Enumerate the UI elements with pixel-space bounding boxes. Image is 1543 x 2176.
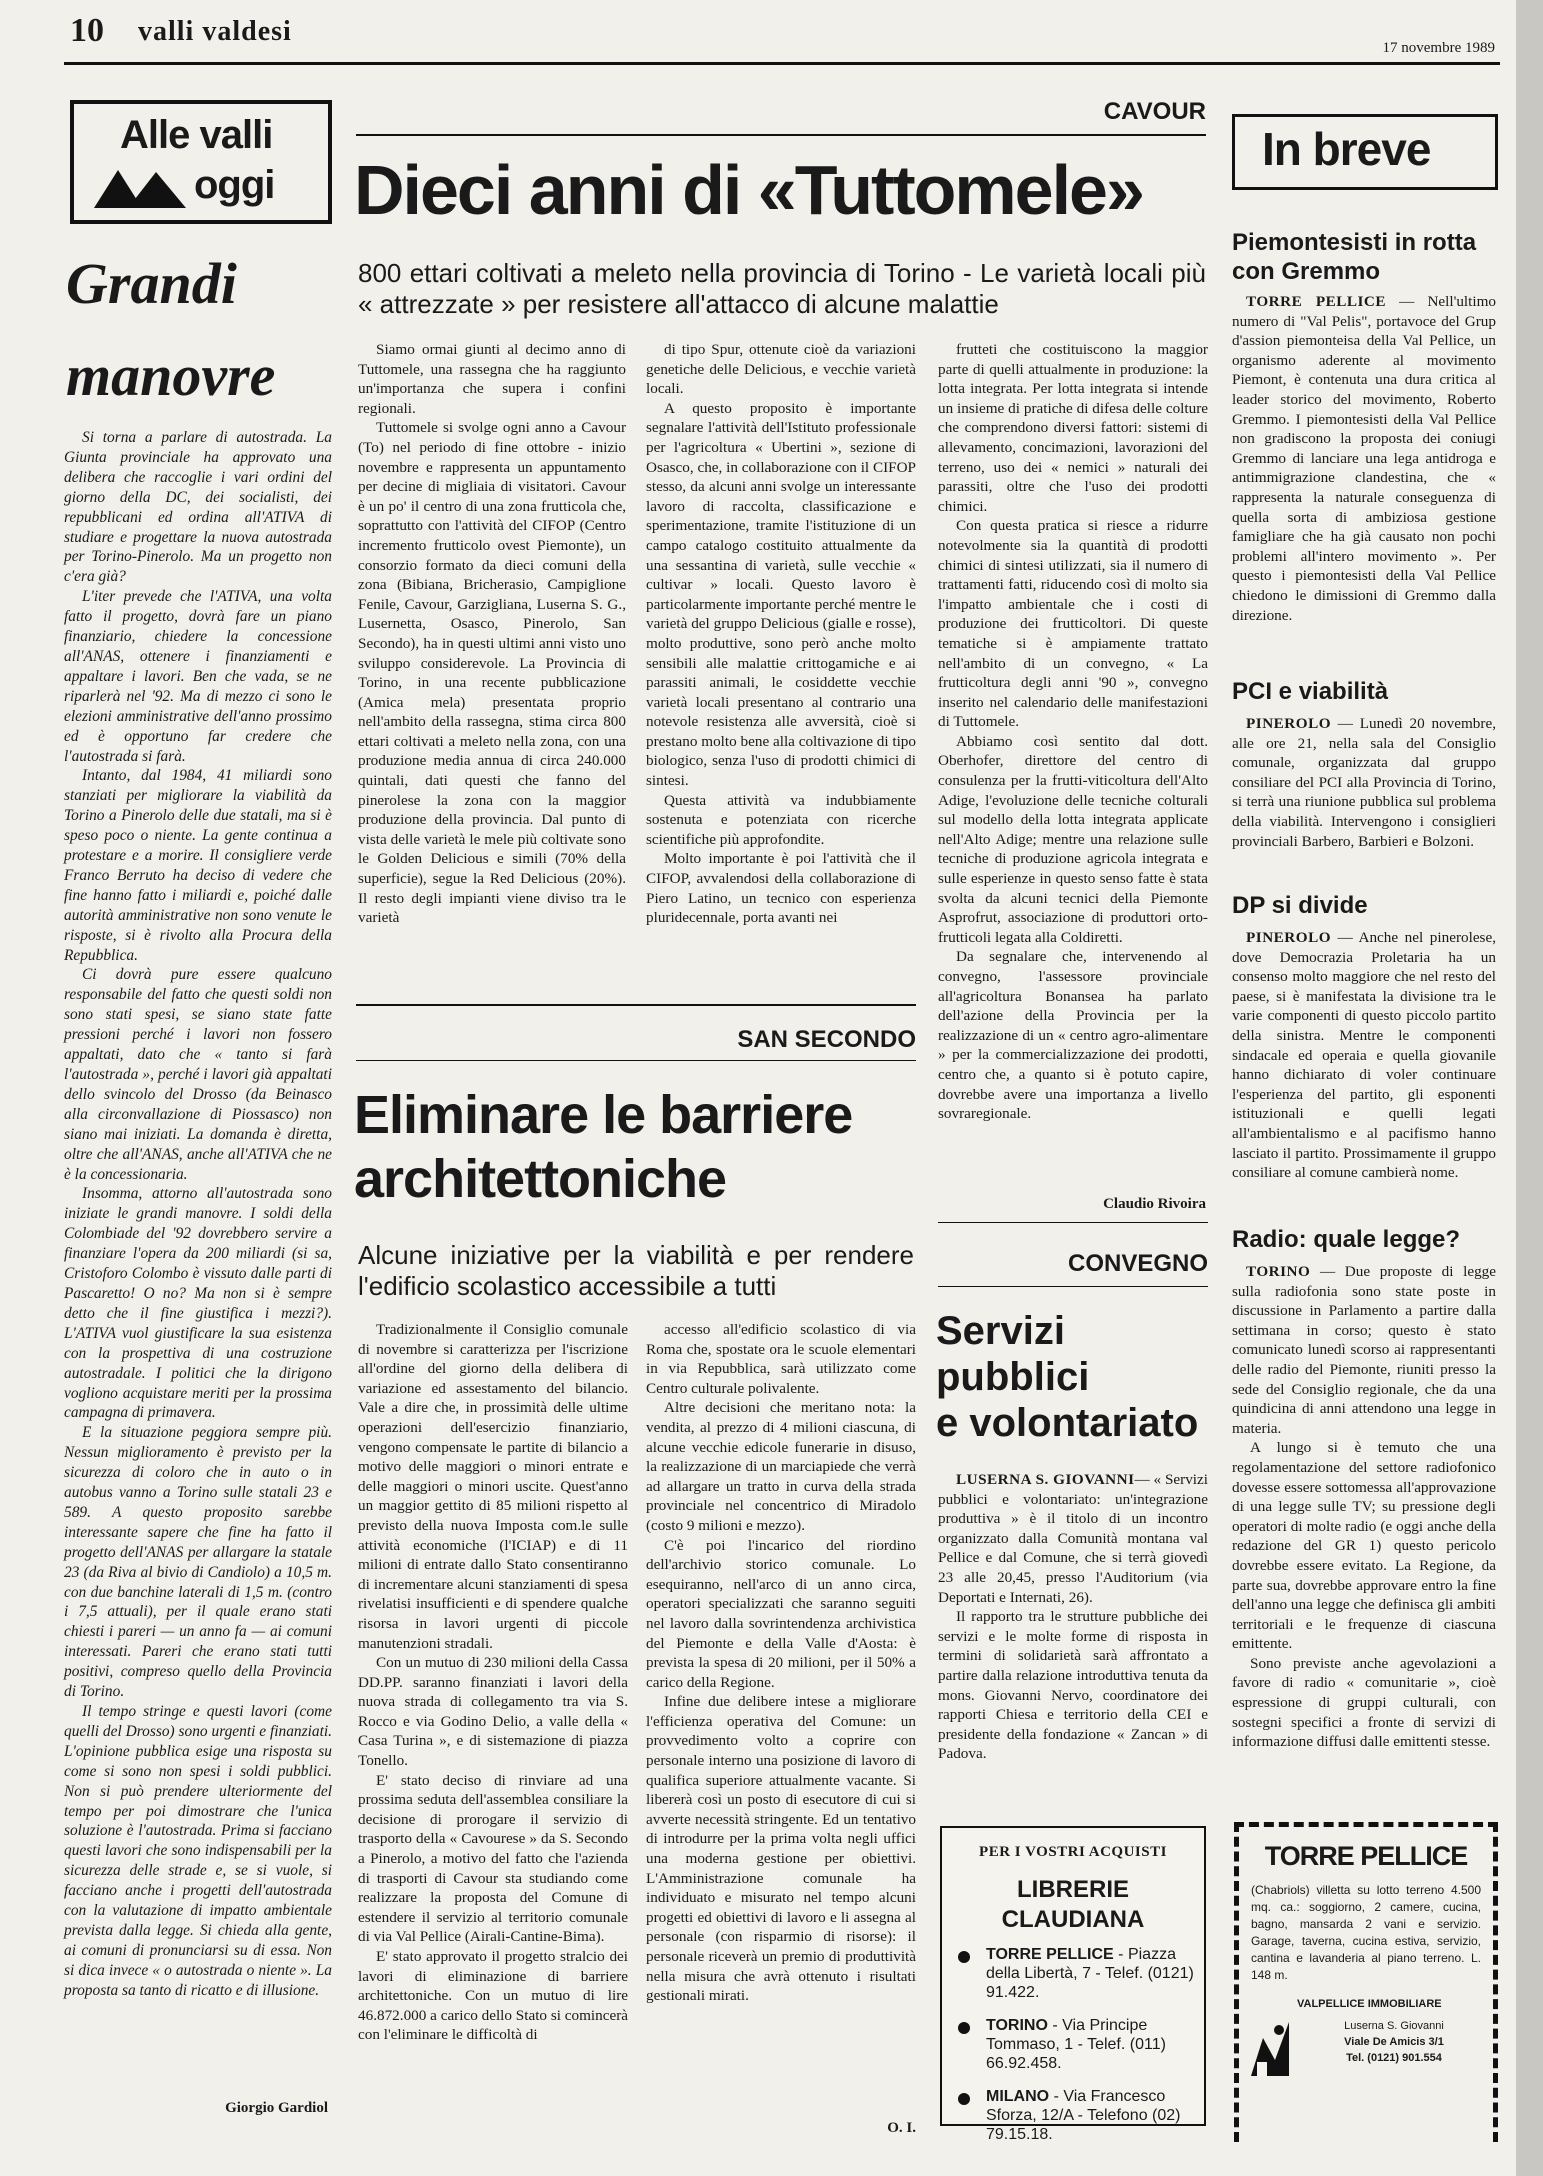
dateline: TORRE PELLICE [1246,293,1387,310]
ad-description: (Chabriols) villetta su lotto terreno 4.500 mq. ca.: soggiorno, 2 camere, cucina, bagno, mansarda 2 vani e servizio. Garage, taverna, cucina estiva, servizio, cantina e lavanderia al piano terreno. L. 148 m. [1251,1883,1481,1982]
ad-border [1234,1822,1498,1827]
mountains-icon [94,168,192,208]
paragraph [1232,714,1496,851]
paragraph [938,1470,1208,1607]
paragraph: di tipo Spur, ottenute cioè da variazioni genetiche delle Delicious, e vecchie varietà locali. [646,341,916,398]
tuttomele-column-1 [358,340,626,928]
paragraph: Tradizionalmente il Consiglio comunale di novembre si caratterizza per l'iscrizione all'ordine del giorno della delibera di variazione ed assestamento del bilancio. Vale a dire che, in prossimità delle ultime operazioni dell'esercizio finanziario, vengono compensate le partite di bilancio a motivo delle maggiori o minori entrate e delle maggiori o minori uscite. Quest'anno un maggior gettito di 85 milioni rispetto al previsto della nuova Imposta com.le sulle attività economiche (l'ICIAP) e di 11 milioni di entrate dallo Stato consentiranno di incrementare alcuni stanziamenti di spesa rivelatisi insufficienti e di spendere qualche risorsa in lavori urgenti di piccole manutenzioni stradali. [358,1321,628,1652]
barriere-kicker: SAN SECONDO [737,1026,916,1053]
section-rule [356,1060,916,1061]
grandi-title-line1: Grandi [66,251,237,316]
dateline: PINEROLO [1246,929,1332,946]
text: — Anche nel pinerolese, dove Democrazia Proletaria ha un consenso molto maggiore che nel resto del paese, si è manifestata la divisione tra le varie componenti di questo piccolo partito della sinistra. Mentre le componenti sindacale ed operaia e quella giovanile hanno dichiarato di voler continuare l'esperienza del partito, gli esponenti istituzionali e quelli legati all'ambientalismo e al pacifismo hanno lasciato il partito. Prossimamente il gruppo consiliare al comune cambierà nome. [1232,929,1497,1182]
store-city: TORINO [986,2017,1048,2034]
ad-agency-block [1249,1998,1483,2098]
agency-logo-icon [1249,2016,1291,2086]
section-rule [938,1286,1208,1287]
text: — Due proposte di legge sulla radiofonia sono state poste in discussione in Parlamento a partire dalla settimana in corso; questo è stato comunicato lunedì scorso ai rappresentanti delle radio del Piemonte, riuniti presso la sede del Consiglio regionale, che da una quindicina di anni attendono una legge in materia. [1232,1263,1497,1437]
paragraph: Intanto, dal 1984, 41 miliardi sono stanziati per migliorare la viabilità da Torino a Pinerolo delle due statali, ma si è speso poco o niente. La gente continua a protestare e a morire. Il consigliere verde Franco Berruto ha deciso di vedere che fine hanno fatto i miliardi e, poiché dalle autorità amministrative non sono venute le risposte, si è rivolto alla Procura della Repubblica. [64,767,332,964]
agency-address-1: Luserna S. Giovanni [1344,2020,1444,2032]
section-rule [356,134,1206,136]
paragraph: Questa attività va indubbiamente sostenuta e potenziata con ricerche scientifiche più approfondite. [646,791,916,848]
paragraph [1232,928,1496,1183]
tuttomele-subtitle: 800 ettari coltivati a meleto nella provincia di Torino - Le varietà locali più « attrezzate » per resistere all'attacco di alcune malattie [358,258,1206,319]
section-rule [356,1004,916,1006]
page-number: 10 [70,12,104,49]
store-item [952,2087,1194,2144]
real-estate-advertisement [1234,1822,1498,2142]
brief-body [1232,292,1496,625]
barriere-headline-line1: Eliminare le barriere [354,1085,853,1145]
paragraph: Altre decisioni che meritano nota: la vendita, al prezzo di 4 milioni ciascuna, di alcune vecchie edicole funerarie in disuso, la realizzazione di un marciapiede che verrà ad allargare un tratto in curva della strada provinciale nel concentrico di Miradolo (costo 9 milioni e mezzo). [646,1399,916,1534]
brief-body [1232,1262,1496,1752]
paragraph [1232,292,1496,625]
text: — Lunedì 20 novembre, alle ore 21, nella sala del Consiglio comunale, organizzata dal gruppo consiliare del PCI alla Provincia di Torino, si terrà una riunione pubblica sul problema della viabilità. Intervengono i consiglieri provinciali Barbero, Barbieri e Bolzoni. [1232,715,1496,850]
paragraph: frutteti che costituiscono la maggior parte di quelli attualmente in produzione: la lotta integrata. Per lotta integrata si intende un insieme di pratiche di difesa delle colture che comprendono diversi fattori: sistemi di allevamento, concimazioni, lavorazioni del terreno, uso dei « nemici » naturali dei parassiti, oltre che l'uso dei prodotti chimici. [938,341,1208,515]
barriere-signature: O. I. [887,2120,916,2136]
tuttomele-column-2 [646,340,916,928]
issue-date: 17 novembre 1989 [1382,40,1495,56]
agency-address-2: Viale De Amicis 3/1 [1344,2036,1444,2048]
paragraph: Da segnalare che, intervenendo al convegno, l'assessore provinciale all'agricoltura Bonansea ha parlato dell'azione della Provincia per la realizzazione di un « centro agro-alimentare » per la commercializzazione dei prodotti, centro che, a quanto si è potuto capire, dovrebbe avere una importanza a livello sovraregionale. [938,948,1208,1123]
servizi-headline-line3: e volontariato [936,1401,1199,1445]
store-address: - Piazza della Libertà, 7 - Telef. (0121) 91.422. [986,1946,1194,2001]
barriere-column-2 [646,1320,916,2006]
tuttomele-kicker: CAVOUR [1103,98,1206,125]
servizi-body [938,1470,1208,1764]
paragraph: accesso all'edificio scolastico di via Roma che, spostate ora le scuole elementari in via Repubblica, sarà utilizzato come Centro culturale polivalente. [646,1321,916,1397]
column-label-line1: Alle valli [120,113,273,157]
paragraph: E' stato deciso di rinviare ad una prossima seduta dell'assemblea consiliare la decisione di prorogare il servizio di trasporto della « Cavourese » da S. Secondo a Pinerolo, a motivo del fatto che l'azienda di trasporti di Cavour sta studiando come realizzare la proposta del Comune di estendere il servizio al territorio comunale di via Val Pellice (Airali-Cantine-Bima). [358,1771,628,1946]
column-label-line2: oggi [194,163,275,207]
paragraph: L'iter prevede che l'ATIVA, una volta fatto il progetto, dovrà fare un piano finanziario, chiedere la concessione all'ANAS, ottenere i finanziamenti e appaltare i lavori. Ben che vada, se ne riparlerà nel '92. Ma di mezzo ci sono le elezioni amministrative dell'anno prossimo ed è opportuno far credere che l'autostrada si farà. [64,588,332,765]
servizi-headline [936,1308,1198,1446]
paragraph: Infine due delibere intese a migliorare l'efficienza operativa del Comune: un provvedimento volto a coprire con personale interno una posizione di lavoro di qualifica superiore attualmente vacante. Si libererà così un posto di esecutore di cui si avverte necessità stringente. Ed un tentativo di introdurre per la prima volta negli uffici una moderna gestione per obiettivi. L'Amministrazione comunale ha individuato e misurato nel tempo alcuni progetti ed obiettivi di lavoro e li assegna al personale (con risparmio di risorse): il personale riceverà un premio di produttività nella misura che avrà ottenuto i risultati gestionali mirati. [646,1693,916,2005]
paragraph: Siamo ormai giunti al decimo anno di Tuttomele, una rassegna che ha raggiunto un'importanza che supera i confini regionali. [358,341,626,417]
paragraph: C'è poi l'incarico del riordino dell'archivio storico comunale. Lo esequiranno, nell'arco di un anno circa, operatori specializzati che saranno seguiti nel lavoro dalla sovrintendenza archivistica del Piemonte e della Valle d'Aosta: è prevista la spesa di 20 milioni, per il 50% a carico della Regione. [646,1536,916,1691]
paragraph: E' stato approvato il progetto stralcio dei lavori di eliminazione di barriere architettoniche. Con un mutuo di lire 46.872.000 a carico dello Stato si comincerà con l'eliminare le difficoltà di [358,1948,628,2044]
tuttomele-column-3 [938,340,1208,1124]
barriere-headline-line2: architettoniche [354,1149,727,1209]
store-city: TORRE PELLICE [986,1946,1114,1963]
paragraph: Con un mutuo di 230 milioni della Cassa DD.PP. saranno finanziati i lavori della nuova strada di collegamento tra via S. Rocco e via Godino Delio, a valle della « Casa Turina », e di sistemazione di piazza Tonello. [358,1654,628,1770]
paragraph: Abbiamo così sentito dal dott. Oberhofer, direttore del centro di consulenza per la frutti-viticoltura dell'Alto Adige, l'evoluzione delle tecniche colturali sul modello della lotta integrata applicate nell'Alto Adige; mentre una relazione sulle tecniche di produzione agricola integrata e sulle esperienze in questo senso fatte è stata svolta da alcuni tecnici della Piemonte Asprofrut, associazione di produttori orto-frutticoli legata alla Coldiretti. [938,732,1208,946]
brief-body [1232,928,1496,1183]
paragraph: Ci dovrà pure essere qualcuno responsabile del fatto che questi soldi non sono stati spesi, se siano state fatte pressioni perché i lavori non fossero appaltati, dato che « tanto si farà l'autostrada », perché i lavori già appaltati dello svincolo del Drosso (da Beinasco alla circonvallazione di Piossasco) non siano mai iniziati. La domanda è diretta, oltre che all'ANAS, anche all'ATIVA che ne è la concessionaria. [64,966,332,1183]
publication-name: valli valdesi [138,16,292,47]
article-rule [938,1222,1208,1223]
paragraph: A lungo si è temuto che una regolamentazione del settore radiofonico dovesse essere sottomessa all'approvazione di una legge sulle TV; su pressione degli operatori di molte radio (e oggi anche della redazione del GR 1) questo pericolo dovrebbe essere evitato. La Regione, da parte sua, dovrebbe approvare entro la fine dell'anno una legge che definisca gli ambiti territoriali e le frequenze di ciascuna emittente. [1232,1439,1496,1653]
paragraph [1232,1262,1496,1438]
ad-town: TORRE PELLICE [1264,1841,1468,1871]
brief-title: PCI e viabilità [1232,678,1389,705]
paragraph: Sono previste anche agevolazioni a favore di radio « comunitarie », cioè espressione di gruppi culturali, con sostegni specifici a fronte di servizi di informazione diffusi dalle emittenti stesse. [1232,1654,1496,1751]
text: — Nell'ultimo numero di "Val Pelis", portavoce del Grup d'assion piemonteisa della Val Pellice, un organismo aderente al movimento Piemont, è contenuta una dura critica al leader storico del movimento, Roberto Gremmo. I piemontesisti della Val Pellice non gradiscono la proposta dei coniugi Gremmo di lanciare una lega antidroga e antimmigrazione clandestina, che « rappresenta la naturale conseguenza di quella sorta di ambiziosa gestione famigliare che ha già causato non pochi problemi all'intero movimento ». Per questo i piemontesisti della Val Pellice chiedono le dimissioni di Gremmo dalla direzione. [1232,293,1497,624]
brief-title: Piemontesisti in rotta con Gremmo [1232,229,1477,285]
agency-phone: Tel. (0121) 901.554 [1346,2052,1442,2064]
store-city: MILANO [986,2088,1050,2105]
store-list [942,1945,1204,2144]
paragraph: Molto importante è poi l'attività che il CIFOP, avvalendosi della collaborazione di Piero Latino, un tecnico con esperienza pluridecennale, porta avanti nei [646,850,916,927]
in-breve-label: In breve [1262,123,1431,175]
claudiana-advertisement [940,1826,1206,2143]
paragraph: Il rapporto tra le strutture pubbliche dei servizi e le molte forme di risposta in termini di solidarietà sarà affrontato a partire dalla relazione introduttiva tenuta da mons. Giovanni Nervo, coordinatore dei rapporti Chiesa e territorio della CEI e presidente della fondazione « Zancan » di Padova. [938,1608,1208,1763]
brief-title: Radio: quale legge? [1232,1226,1461,1253]
text: — « Servizi pubblici e volontariato: un'integrazione produttiva » è il titolo di un incontro organizzato dalla Comunità montana val Pellice e dal Comune, che si terrà giovedì 23 alle 20,45, presso l'Auditorium (via Deportati e Internati, 26). [938,1471,1208,1606]
brief-body [1232,714,1496,851]
store-item [952,2016,1194,2073]
tuttomele-signature: Claudio Rivoira [1103,1196,1206,1212]
grandi-article-body [64,428,332,2001]
dateline: LUSERNA S. GIOVANNI [956,1471,1135,1488]
header-rule [64,62,1500,65]
dateline: PINEROLO [1246,715,1332,732]
grandi-signature: Giorgio Gardiol [225,2100,328,2116]
agency-name: VALPELLICE IMMOBILIARE [1297,1998,1442,2010]
dateline: TORINO [1246,1263,1311,1280]
paragraph: Tuttomele si svolge ogni anno a Cavour (To) nel periodo di fine ottobre - inizio novembre e rappresenta un appuntamento per decine di migliaia di visitatori. Cavour è un po' il centro di una zona frutticola che, soprattutto con l'attività del CIFOP (Centro incremento frutticolo ovest Piemonte), un consorzio formato da dieci comuni della zona (Bibiana, Bricherasio, Campiglione Fenile, Cavour, Garzigliana, Luserna S. G., Lusernetta, Osasco, Pinerolo, San Secondo), ha in questi ultimi anni visto uno sviluppo considerevole. La Provincia di Torino, in una recente pubblicazione (Amica mela) presentata proprio nell'ambito della rassegna, stima circa 800 ettari coltivati a meleto nella zona, con una produzione media annua di circa 240.000 quintali, dati questi che fanno del pinerolese la zona con la maggior produzione della provincia. Dal punto di vista delle varietà le mele più coltivate sono le Golden Delicious e simili (70% della superficie), segue la Red Delicious (20%). Il resto degli impianti viene diviso tra le varietà [358,419,626,927]
paragraph: E la situazione peggiora sempre più. Nessun miglioramento è previsto per la sicurezza di coloro che in auto o in autobus vanno a Torino sulle statali 23 e 589. A questo proposito sarebbe interessante sapere che fine ha fatto il progetto dell'ANAS per allargare la statale 23 (da Riva al bivio di Candiolo) a 10,5 m. con due banchine laterali di 1,5 m. (contro i 7,5 attuali), per il quale erano stati chiesti i pareri — un anno fa — ai comuni interessati. Pareri che erano stati tutti positivi, compreso quello della Provincia di Torino. [64,1424,332,1701]
paragraph: Si torna a parlare di autostrada. La Giunta provinciale ha approvato una delibera che raccoglie i vari ordini del giorno della DC, dei socialisti, dei repubblicani ed ordina all'ATIVA di studiare e progettare la nuova autostrada per Torino-Pinerolo. Ma un progetto non c'era già? [64,429,332,586]
servizi-headline-line2: pubblici [936,1355,1090,1399]
paragraph: Il tempo stringe e questi lavori (come quelli del Drosso) sono urgenti e finanziati. L'opinione pubblica esige una risposta su come si sono non spesi i soldi pubblici. Non si può prendere ulteriormente del tempo per poi dimostrare che l'unica soluzione è l'autostrada. Prima si facciano questi lavori che sono indispensabili per la sicurezza delle strade e, se si vuole, si facciano anche i progetti dell'autostrada con la valutazione di impatto ambientale prevista dalla legge. Si chieda alla gente, ai comuni di pronunciarsi su di essa. Non si dica invece « o autostrada o niente ». La proposta sa tanto di ricatto e di illusione. [64,1703,332,1999]
store-item [952,1945,1194,2002]
page-edge-shadow [1516,0,1543,2176]
grandi-title-line2: manovre [66,343,276,408]
barriere-subtitle: Alcune iniziative per la viabilità e per rendere l'edificio scolastico accessibile a tutti [358,1240,914,1301]
paragraph: Con questa pratica si riesce a ridurre notevolmente sia la quantità di prodotti chimici di sintesi utilizzati, sia il numero di trattamenti fatti, riducendo così di molto sia l'impatto ambientale che i costi di produzione dei frutticoltori. Di queste tematiche si è ampiamente trattato nell'ambito di un convegno, « La frutticoltura degli anni '90 », convegno inserito nel calendario delle manifestazioni di Tuttomele. [938,517,1208,731]
paragraph: Insomma, attorno all'autostrada sono iniziate le grandi manovre. I soldi della Colombiade del '92 dovrebbero servire a finanziare l'opera da 200 miliardi (si sa, Cristoforo Colombo è vissuto dalle parti di Pascaretto! O no? Ma non si è sempre detto che il fine giustifica i mezzi?). L'ATIVA vuol giustificare la sua esistenza con la prospettiva di una costruzione autostradale. I politici che la dirigono vogliono acquistare meriti per la prossima campagna di primavera. [64,1185,332,1422]
ad-name-line1: LIBRERIE [1016,1876,1129,1903]
ad-intro: PER I VOSTRI ACQUISTI [979,1844,1167,1860]
paragraph: A questo proposito è importante segnalare l'attività dell'Istituto professionale per l'agricoltura « Ubertini », sezione di Osasco, che, in collaborazione con il CIFOP stesso, da alcuni anni svolge un interessante lavoro di raccolta, classificazione e sperimentazione, tramite l'istituzione di un campo catalogo costituito attualmente da una sessantina di varietà, sulle vecchie « cultivar » locali. Questo lavoro è particolarmente importante perché mentre le varietà del gruppo Delicious (gialle e rosse), molto produttive, sono però anche molto sensibili alle malattie crittogamiche e ai parassiti animali, le cosiddette vecchie varietà locali presentano al contrario una notevole resistenza alle avversità, cioè si prestano molto bene alla coltivazione di tipo biologico, senza l'uso di prodotti chimici di sintesi. [646,399,916,790]
store-address: - Via Francesco Sforza, 12/A - Telefono (02) 79.15.18. [986,2088,1181,2143]
ad-name-line2: CLAUDIANA [1001,1906,1145,1933]
store-address: - Via Principe Tommaso, 1 - Telef. (011) 66.92.458. [986,2017,1166,2072]
brief-title: DP si divide [1232,892,1368,919]
barriere-column-1 [358,1320,628,2045]
servizi-kicker: CONVEGNO [1067,1250,1208,1277]
servizi-headline-line1: Servizi [936,1309,1065,1353]
tuttomele-headline: Dieci anni di «Tuttomele» [354,151,1143,229]
